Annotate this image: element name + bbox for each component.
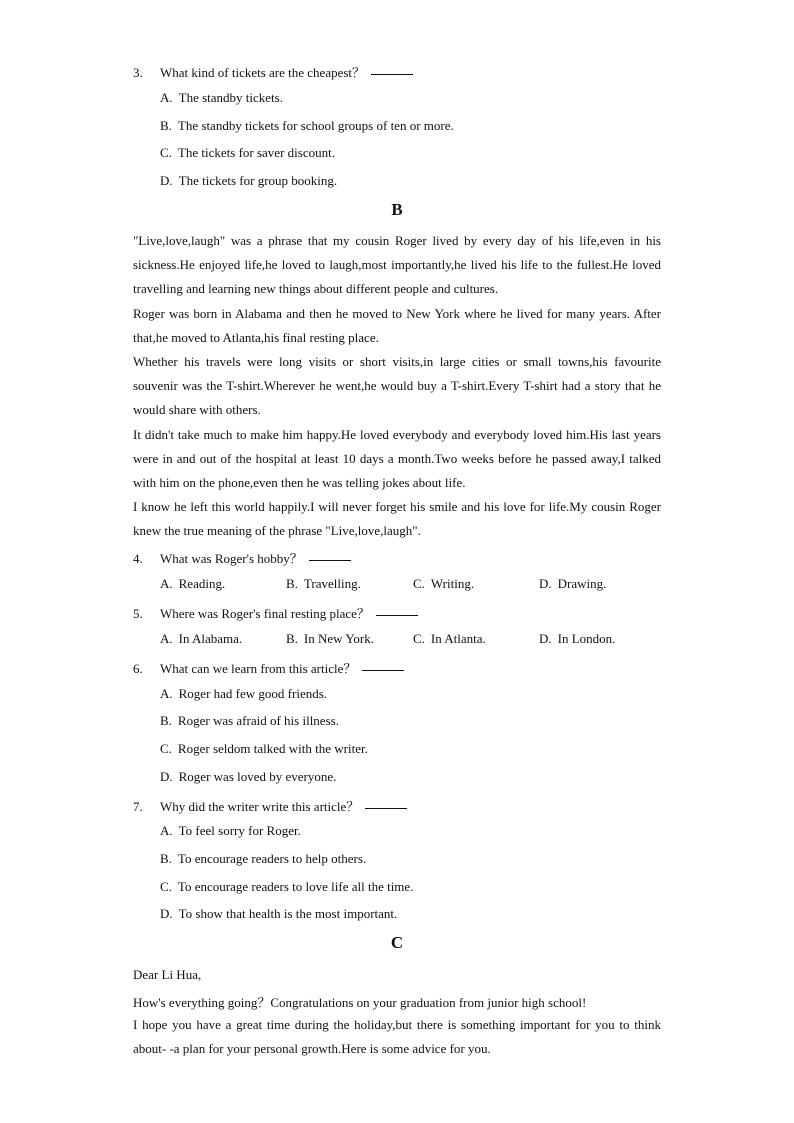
question-4-stem bbox=[133, 548, 351, 567]
question-4-option-b bbox=[286, 576, 361, 592]
option-letter: D. bbox=[160, 769, 173, 784]
letter-greeting: Dear Li Hua, bbox=[133, 967, 202, 982]
question-5-stem bbox=[133, 603, 418, 622]
question-3-option-b bbox=[160, 118, 454, 134]
passage-paragraph: I know he left this world happily.I will never forget his smile and his love for life.My cousin Roger knew the true meaning of the phrase "Live,love,laugh". bbox=[133, 499, 661, 539]
option-letter: A. bbox=[160, 90, 173, 105]
option-text: In Alabama. bbox=[178, 631, 243, 646]
option-letter: B. bbox=[160, 713, 172, 728]
question-7-option-d bbox=[160, 906, 397, 922]
question-number: 5. bbox=[133, 606, 143, 621]
passage-paragraph: I hope you have a great time during the holiday,but there is something important for you to think about- -a plan for your personal growth.Here is some advice for you. bbox=[133, 1017, 661, 1057]
question-number: 4. bbox=[133, 551, 143, 566]
passage-paragraph: "Live,love,laugh" was a phrase that my cousin Roger lived by every day of his life,even in his sickness.He enjoyed life,he loved to laugh,most importantly,he lived his life to the fullest.He loved travelling and learning new things about different people and cultures. bbox=[133, 233, 661, 297]
option-letter: A. bbox=[160, 823, 173, 838]
section-c-heading: C bbox=[390, 933, 404, 952]
option-text: To encourage readers to love life all the time. bbox=[177, 879, 414, 894]
option-text: The tickets for saver discount. bbox=[177, 145, 335, 160]
option-text: Roger was loved by everyone. bbox=[178, 769, 337, 784]
answer-blank[interactable] bbox=[309, 560, 351, 561]
option-text: Writing. bbox=[430, 576, 475, 591]
question-text: Why did the writer write this article？ bbox=[160, 799, 360, 814]
question-number: 3. bbox=[133, 65, 143, 80]
option-letter: B. bbox=[286, 576, 298, 591]
question-text: What kind of tickets are the cheapest？ bbox=[160, 65, 366, 80]
passage-paragraph: Roger was born in Alabama and then he moved to New York where he lived for many years. After that,he moved to Atlanta,his final resting place. bbox=[133, 305, 661, 345]
option-letter: C. bbox=[160, 741, 172, 756]
question-5-option-c bbox=[413, 631, 486, 647]
option-text: Drawing. bbox=[557, 576, 607, 591]
option-text: To encourage readers to help others. bbox=[177, 851, 367, 866]
question-text: What was Roger's hobby？ bbox=[160, 551, 303, 566]
option-letter: D. bbox=[160, 173, 173, 188]
question-number: 7. bbox=[133, 799, 143, 814]
section-b-heading: B bbox=[391, 200, 403, 219]
question-text: Where was Roger's final resting place？ bbox=[160, 606, 370, 621]
question-5-option-a bbox=[160, 631, 242, 647]
question-6-option-b bbox=[160, 713, 339, 729]
option-letter: C. bbox=[413, 631, 425, 646]
option-text: Roger seldom talked with the writer. bbox=[177, 741, 368, 756]
letter-paragraph bbox=[133, 1013, 661, 1061]
question-6-option-d bbox=[160, 769, 336, 785]
question-7-stem bbox=[133, 796, 407, 815]
option-letter: A. bbox=[160, 576, 173, 591]
question-5-option-d bbox=[539, 631, 615, 647]
option-letter: C. bbox=[160, 145, 172, 160]
passage-paragraph: Whether his travels were long visits or short visits,in large cities or small towns,his favourite souvenir was the T-shirt.Wherever he went,he would buy a T-shirt.Every T-shirt had a story that he would share with others. bbox=[133, 354, 661, 418]
answer-blank[interactable] bbox=[371, 74, 413, 75]
question-7-option-a bbox=[160, 823, 301, 839]
question-3-option-c bbox=[160, 145, 335, 161]
option-letter: D. bbox=[160, 906, 173, 921]
option-text: In Atlanta. bbox=[430, 631, 486, 646]
option-text: Roger was afraid of his illness. bbox=[177, 713, 339, 728]
question-7-option-b bbox=[160, 851, 366, 867]
section-b-passage bbox=[133, 229, 661, 544]
question-3-stem bbox=[133, 62, 413, 81]
question-4-option-d bbox=[539, 576, 606, 592]
option-text: To show that health is the most important. bbox=[178, 906, 398, 921]
option-text: The standby tickets. bbox=[178, 90, 283, 105]
option-letter: C. bbox=[413, 576, 425, 591]
option-text: The tickets for group booking. bbox=[178, 173, 338, 188]
passage-paragraph: It didn't take much to make him happy.He loved everybody and everybody loved him.His last years were in and out of the hospital at least 10 days a month.Two weeks before he passed away,I talked with him on the phone,even then he was telling jokes about life. bbox=[133, 426, 661, 491]
letter-line: How's everything going？Congratulations on your graduation from junior high school! bbox=[133, 995, 587, 1010]
question-4-option-a bbox=[160, 576, 225, 592]
question-6-stem bbox=[133, 658, 404, 677]
answer-blank[interactable] bbox=[365, 808, 407, 809]
option-text: The standby tickets for school groups of ten or more. bbox=[177, 118, 454, 133]
question-3-option-a bbox=[160, 90, 283, 106]
question-6-option-a bbox=[160, 686, 327, 702]
answer-blank[interactable] bbox=[362, 670, 404, 671]
question-number: 6. bbox=[133, 661, 143, 676]
question-3-option-d bbox=[160, 173, 337, 189]
option-letter: D. bbox=[539, 576, 552, 591]
option-letter: B. bbox=[160, 851, 172, 866]
answer-blank[interactable] bbox=[376, 615, 418, 616]
option-letter: C. bbox=[160, 879, 172, 894]
option-text: Travelling. bbox=[303, 576, 361, 591]
option-text: In New York. bbox=[303, 631, 374, 646]
question-4-option-c bbox=[413, 576, 474, 592]
question-text: What can we learn from this article？ bbox=[160, 661, 357, 676]
option-text: In London. bbox=[557, 631, 616, 646]
question-6-option-c bbox=[160, 741, 368, 757]
option-text: Roger had few good friends. bbox=[178, 686, 328, 701]
option-letter: A. bbox=[160, 631, 173, 646]
option-text: To feel sorry for Roger. bbox=[178, 823, 301, 838]
question-7-option-c bbox=[160, 879, 413, 895]
option-letter: A. bbox=[160, 686, 173, 701]
option-letter: B. bbox=[160, 118, 172, 133]
option-letter: D. bbox=[539, 631, 552, 646]
question-5-option-b bbox=[286, 631, 374, 647]
option-letter: B. bbox=[286, 631, 298, 646]
option-text: Reading. bbox=[178, 576, 226, 591]
